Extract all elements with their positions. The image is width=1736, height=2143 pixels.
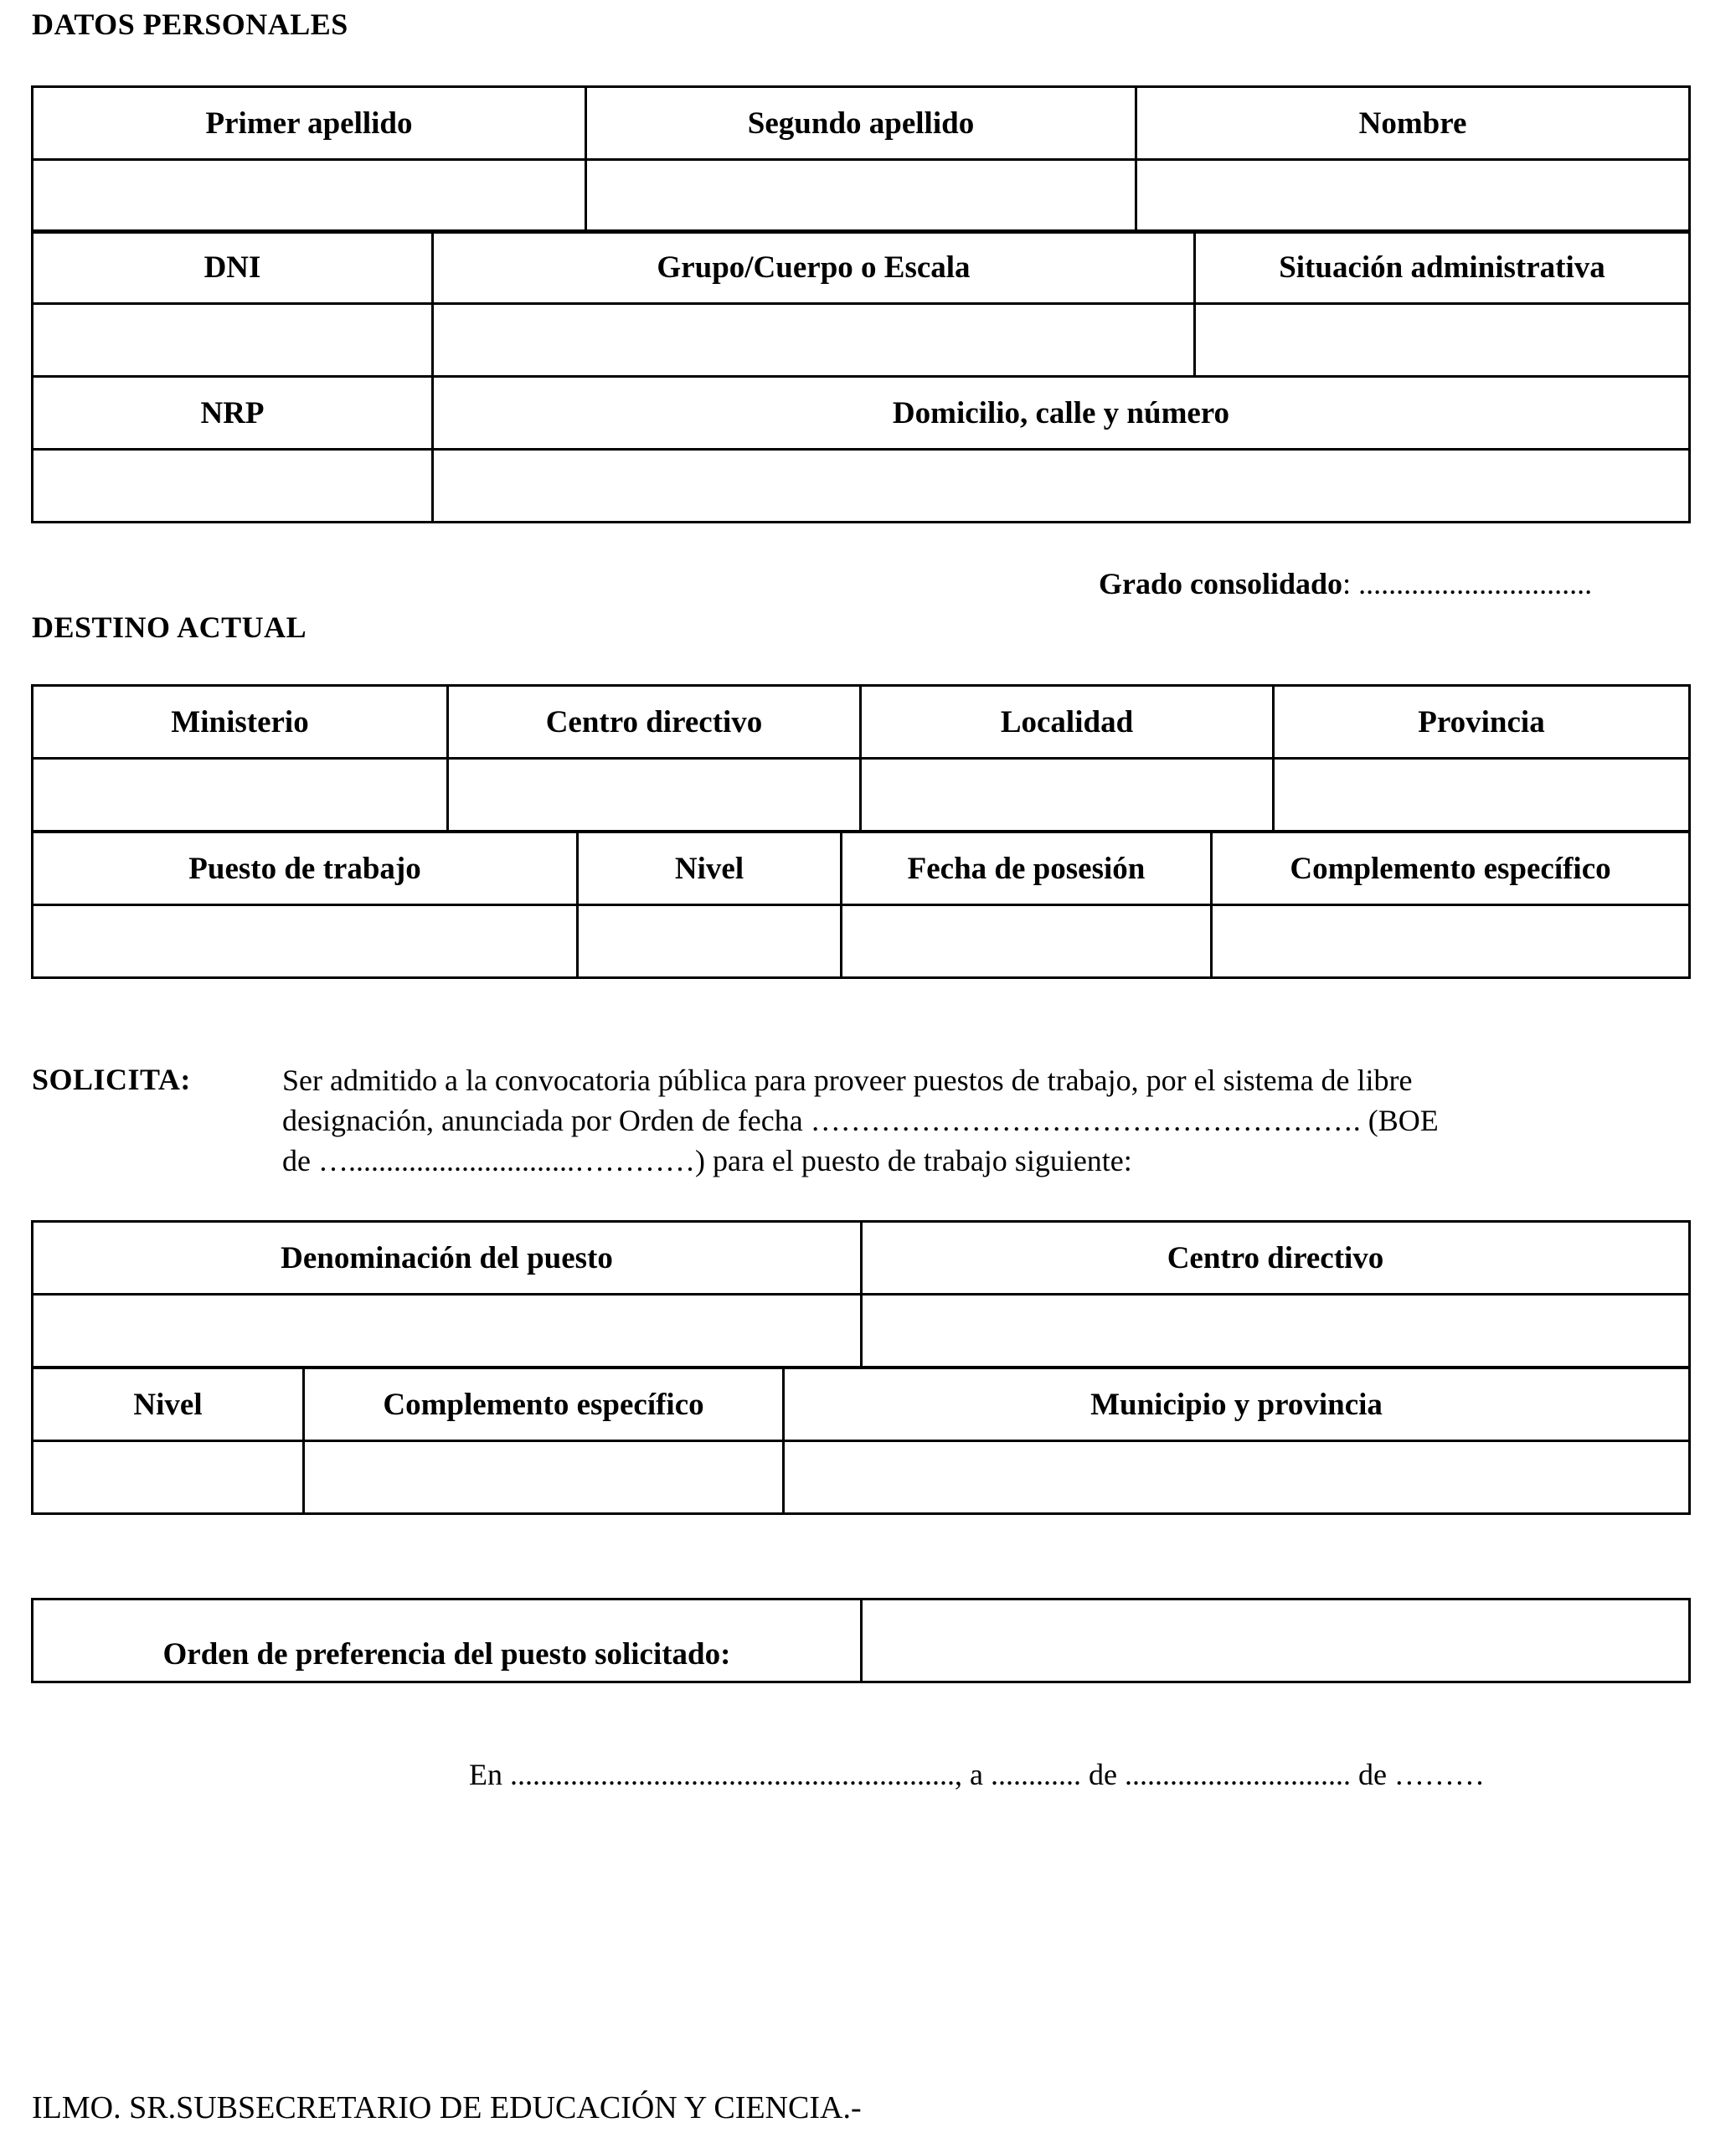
header-provincia: Provincia (1274, 686, 1690, 759)
nombre-field[interactable] (1136, 160, 1690, 233)
input-row (33, 1441, 1690, 1514)
solicita-paragraph (282, 1060, 1649, 1181)
orden-preferencia-field[interactable] (862, 1600, 1690, 1682)
header-denominacion-del-puesto: Denominación del puesto (33, 1222, 862, 1295)
header-ministerio: Ministerio (33, 686, 448, 759)
header-nivel: Nivel (33, 1368, 304, 1441)
header-centro-directivo: Centro directivo (862, 1222, 1690, 1295)
situacion-administrativa-field[interactable] (1195, 304, 1690, 377)
solicita-line: Ser admitido a la convocatoria pública para proveer puestos de trabajo, por el sistema de libre (282, 1064, 1413, 1097)
datos-personales-table-a (31, 85, 1691, 234)
header-puesto-de-trabajo: Puesto de trabajo (33, 832, 578, 905)
header-complemento-especifico: Complemento específico (304, 1368, 784, 1441)
section-title-destino-actual: DESTINO ACTUAL (32, 610, 307, 644)
ministerio-field[interactable] (33, 759, 448, 832)
preferencia-row (33, 1600, 1690, 1682)
orden-preferencia-label: Orden de preferencia del puesto solicitado: (33, 1600, 862, 1682)
header-municipio-y-provincia: Municipio y provincia (784, 1368, 1690, 1441)
header-row (33, 87, 1690, 160)
header-row (33, 231, 1690, 304)
input-row (33, 450, 1690, 523)
primer-apellido-field[interactable] (33, 160, 586, 233)
destinatario: ILMO. SR.SUBSECRETARIO DE EDUCACIÓN Y CIENCIA.- (32, 2090, 862, 2125)
input-row (33, 1295, 1690, 1368)
input-row (33, 759, 1690, 832)
input-row (33, 905, 1690, 978)
header-nrp: NRP (33, 377, 433, 450)
grado-consolidado-label: Grado consolidado (1099, 567, 1343, 600)
datos-personales-table-b (31, 229, 1691, 523)
header-localidad: Localidad (861, 686, 1274, 759)
header-primer-apellido: Primer apellido (33, 87, 586, 160)
municipio-y-provincia-field[interactable] (784, 1441, 1690, 1514)
grado-consolidado-field[interactable]: : ............................... (1342, 567, 1593, 600)
puesto-solicitado-table-b (31, 1367, 1691, 1515)
grado-consolidado (1099, 566, 1592, 601)
solicita-line: de …..............................…………) para el puesto de trabajo siguiente: (282, 1144, 1132, 1177)
header-row (33, 1222, 1690, 1295)
header-complemento-especifico: Complemento específico (1212, 832, 1690, 905)
nivel-solicitado-field[interactable] (33, 1441, 304, 1514)
header-row (33, 377, 1690, 450)
header-row (33, 1368, 1690, 1441)
destino-actual-table-b (31, 831, 1691, 979)
header-domicilio: Domicilio, calle y número (433, 377, 1690, 450)
complemento-especifico-solicitado-field[interactable] (304, 1441, 784, 1514)
destino-actual-table-a (31, 684, 1691, 832)
input-row (33, 304, 1690, 377)
grupo-cuerpo-field[interactable] (433, 304, 1195, 377)
header-row (33, 832, 1690, 905)
header-segundo-apellido: Segundo apellido (586, 87, 1136, 160)
header-grupo-cuerpo: Grupo/Cuerpo o Escala (433, 231, 1195, 304)
header-situacion-administrativa: Situación administrativa (1195, 231, 1690, 304)
header-row (33, 686, 1690, 759)
localidad-field[interactable] (861, 759, 1274, 832)
complemento-especifico-field[interactable] (1212, 905, 1690, 978)
fecha-de-posesion-field[interactable] (842, 905, 1212, 978)
lugar-y-fecha-line[interactable]: En ..........................................................., a ............ de .............................. de ……… (469, 1758, 1485, 1791)
header-nivel: Nivel (578, 832, 842, 905)
header-centro-directivo: Centro directivo (448, 686, 861, 759)
denominacion-del-puesto-field[interactable] (33, 1295, 862, 1368)
centro-directivo-field[interactable] (448, 759, 861, 832)
header-nombre: Nombre (1136, 87, 1690, 160)
puesto-solicitado-table-a (31, 1220, 1691, 1368)
domicilio-field[interactable] (433, 450, 1690, 523)
segundo-apellido-field[interactable] (586, 160, 1136, 233)
solicita-line: designación, anunciada por Orden de fecha ………………………………………………. (BOE (282, 1104, 1439, 1137)
centro-directivo-solicitado-field[interactable] (862, 1295, 1690, 1368)
solicita-label: SOLICITA: (32, 1063, 191, 1096)
dni-field[interactable] (33, 304, 433, 377)
orden-preferencia-table (31, 1598, 1691, 1683)
puesto-de-trabajo-field[interactable] (33, 905, 578, 978)
provincia-field[interactable] (1274, 759, 1690, 832)
nrp-field[interactable] (33, 450, 433, 523)
header-dni: DNI (33, 231, 433, 304)
section-title-datos-personales: DATOS PERSONALES (32, 8, 348, 41)
input-row (33, 160, 1690, 233)
nivel-field[interactable] (578, 905, 842, 978)
header-fecha-de-posesion: Fecha de posesión (842, 832, 1212, 905)
